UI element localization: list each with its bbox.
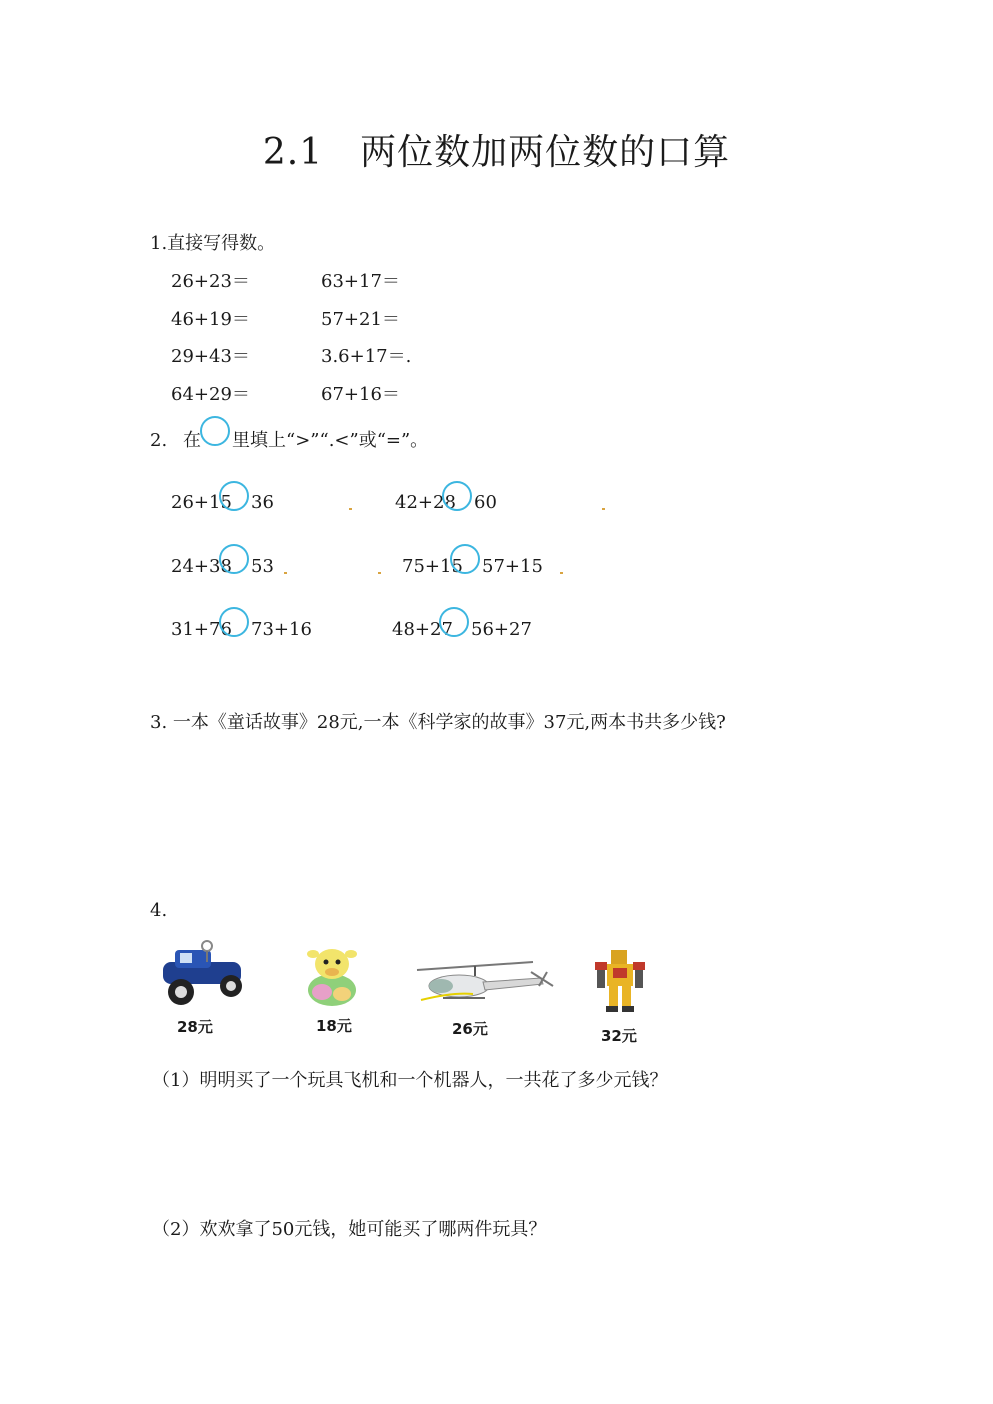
q2-text-post: 里填上“>”“.<”或“=”。 xyxy=(232,430,429,451)
q3-text: 3. 一本《童话故事》28元,一本《科学家的故事》37元,两本书共多少钱? xyxy=(150,712,726,733)
speck xyxy=(378,572,381,574)
page-title: 2.1 两位数加两位数的口算 xyxy=(262,132,731,173)
compare-left: 75+15 xyxy=(402,556,463,577)
blank-circle-icon[interactable] xyxy=(442,481,472,511)
q1-item: 57+21＝ xyxy=(321,309,400,330)
speck xyxy=(349,508,352,510)
speck xyxy=(560,572,563,574)
q1-heading: 1.直接写得数。 xyxy=(150,233,276,254)
q1-item: 26+23＝ xyxy=(171,271,250,292)
q4-number: 4. xyxy=(150,900,168,921)
compare-left: 42+28 xyxy=(395,492,456,513)
q1-item: 64+29＝ xyxy=(171,384,250,405)
toy-price: 32元 xyxy=(601,1027,637,1045)
speck xyxy=(602,508,605,510)
q1-item: 29+43＝ xyxy=(171,346,250,367)
q1-item: 3.6+17＝. xyxy=(321,346,412,367)
compare-right: 53 xyxy=(251,556,274,577)
compare-right: 57+15 xyxy=(482,556,543,577)
toy-price: 18元 xyxy=(316,1017,352,1035)
toy-helicopter-icon xyxy=(413,942,558,1008)
blank-circle-icon[interactable] xyxy=(439,607,469,637)
toy-price: 26元 xyxy=(452,1020,488,1038)
q1-item: 67+16＝ xyxy=(321,384,400,405)
toy-robot-icon xyxy=(589,946,651,1016)
speck xyxy=(284,572,287,574)
q1-item: 63+17＝ xyxy=(321,271,400,292)
compare-right: 36 xyxy=(251,492,274,513)
compare-left: 31+76 xyxy=(171,619,232,640)
blank-circle-icon[interactable] xyxy=(219,607,249,637)
q1-item: 46+19＝ xyxy=(171,309,250,330)
blank-circle-icon[interactable] xyxy=(219,481,249,511)
compare-left: 48+27 xyxy=(392,619,453,640)
q2-text-pre: 在 xyxy=(183,430,201,451)
compare-right: 73+16 xyxy=(251,619,312,640)
toy-cow-icon xyxy=(298,944,366,1010)
q4-sub2: （2）欢欢拿了50元钱，她可能买了哪两件玩具？ xyxy=(152,1219,547,1240)
compare-left: 24+38 xyxy=(171,556,232,577)
q2-number: 2. xyxy=(150,430,168,451)
compare-left: 26+15 xyxy=(171,492,232,513)
blank-circle-icon[interactable] xyxy=(219,544,249,574)
q4-sub1: （1）明明买了一个玩具飞机和一个机器人，一共花了多少元钱？ xyxy=(152,1070,668,1091)
compare-right: 56+27 xyxy=(471,619,532,640)
toy-price: 28元 xyxy=(177,1018,213,1036)
blank-circle-icon[interactable] xyxy=(450,544,480,574)
compare-right: 60 xyxy=(474,492,497,513)
blank-circle-icon[interactable] xyxy=(200,416,230,446)
toy-car-icon xyxy=(155,940,250,1010)
